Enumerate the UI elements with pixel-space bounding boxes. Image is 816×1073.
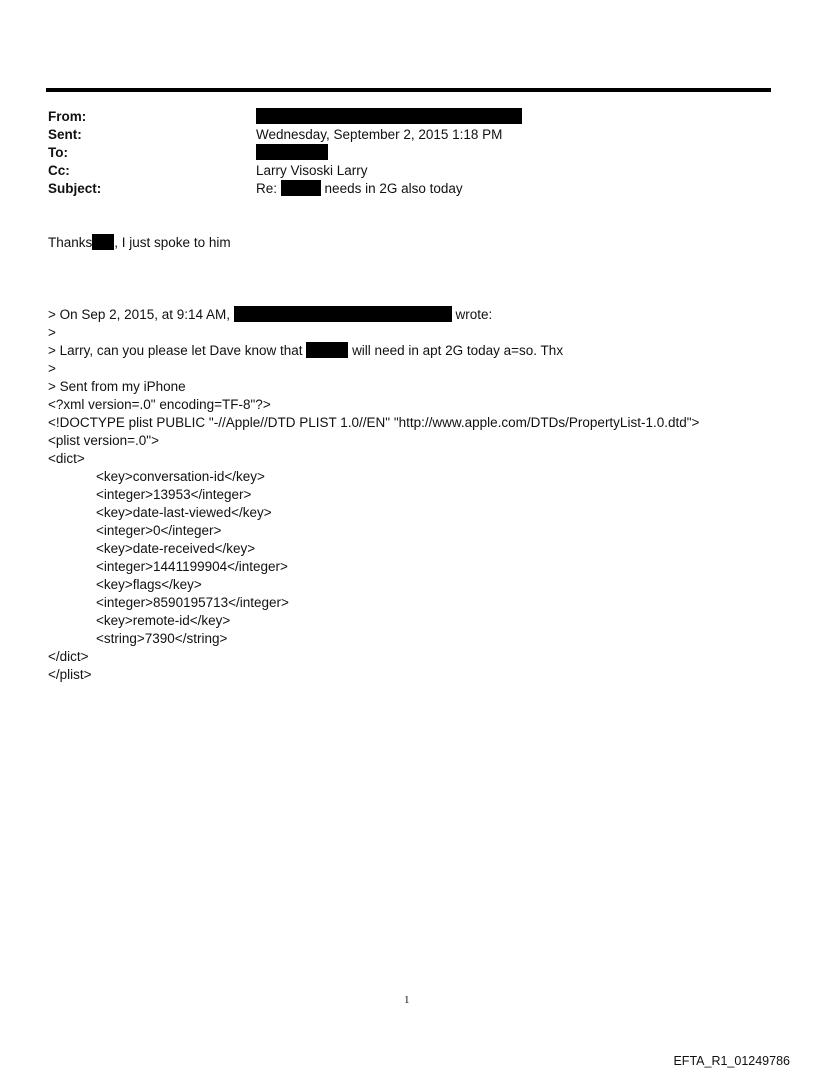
document-id-footer: EFTA_R1_01249786 (673, 1054, 790, 1068)
subject-redaction (281, 180, 321, 196)
dict-line: <key>remote-id</key> (96, 613, 231, 628)
dict-line: <key>flags</key> (96, 577, 202, 592)
dict-line: <key>conversation-id</key> (96, 469, 265, 484)
sent-label: Sent: (48, 127, 82, 142)
dict-line: <string>7390</string> (96, 631, 228, 646)
from-value-redacted (256, 108, 522, 126)
to-label: To: (48, 145, 68, 160)
quote-larry-suffix: will need in apt 2G today a=so. Thx (352, 343, 564, 358)
xml-line: <dict> (48, 451, 85, 466)
close-line: </plist> (48, 667, 92, 682)
quote-iphone-line: > Sent from my iPhone (48, 379, 186, 394)
body-thanks-line (48, 234, 231, 252)
thanks-redaction (92, 234, 114, 250)
dict-line: <integer>0</integer> (96, 523, 222, 538)
cc-value: Larry Visoski Larry (256, 163, 368, 178)
quote-blank-line: > (48, 361, 56, 376)
quote-larry-line (48, 342, 563, 360)
to-value-redacted (256, 144, 328, 162)
xml-line: <plist version=.0"> (48, 433, 159, 448)
quote-blank-line: > (48, 325, 56, 340)
from-label: From: (48, 109, 87, 124)
dict-line: <key>date-received</key> (96, 541, 256, 556)
thanks-suffix: , I just spoke to him (114, 235, 231, 250)
header-rule (46, 88, 771, 92)
dict-line: <key>date-last-viewed</key> (96, 505, 272, 520)
sent-value: Wednesday, September 2, 2015 1:18 PM (256, 127, 503, 142)
thanks-prefix: Thanks (48, 235, 93, 250)
subject-value (256, 180, 463, 198)
quote-name-redaction (306, 342, 348, 358)
xml-line: <?xml version=.0" encoding=TF-8"?> (48, 397, 271, 412)
quote-sender-redaction (234, 306, 452, 322)
dict-line: <integer>13953</integer> (96, 487, 252, 502)
dict-line: <integer>1441199904</integer> (96, 559, 288, 574)
quote-on-line (48, 306, 492, 324)
xml-line: <!DOCTYPE plist PUBLIC "-//Apple//DTD PLIST 1.0//EN" "http://www.apple.com/DTDs/PropertyList-1.0.dtd"> (48, 415, 700, 430)
subject-suffix: needs in 2G also today (324, 181, 463, 196)
quote-larry-prefix: > Larry, can you please let Dave know that (48, 343, 303, 358)
subject-label: Subject: (48, 181, 102, 196)
quote-on-prefix: > On Sep 2, 2015, at 9:14 AM, (48, 307, 230, 322)
page-number: 1 (404, 994, 410, 1006)
quote-on-suffix: wrote: (455, 307, 493, 322)
close-line: </dict> (48, 649, 89, 664)
dict-line: <integer>8590195713</integer> (96, 595, 289, 610)
subject-prefix: Re: (256, 181, 278, 196)
cc-label: Cc: (48, 163, 70, 178)
